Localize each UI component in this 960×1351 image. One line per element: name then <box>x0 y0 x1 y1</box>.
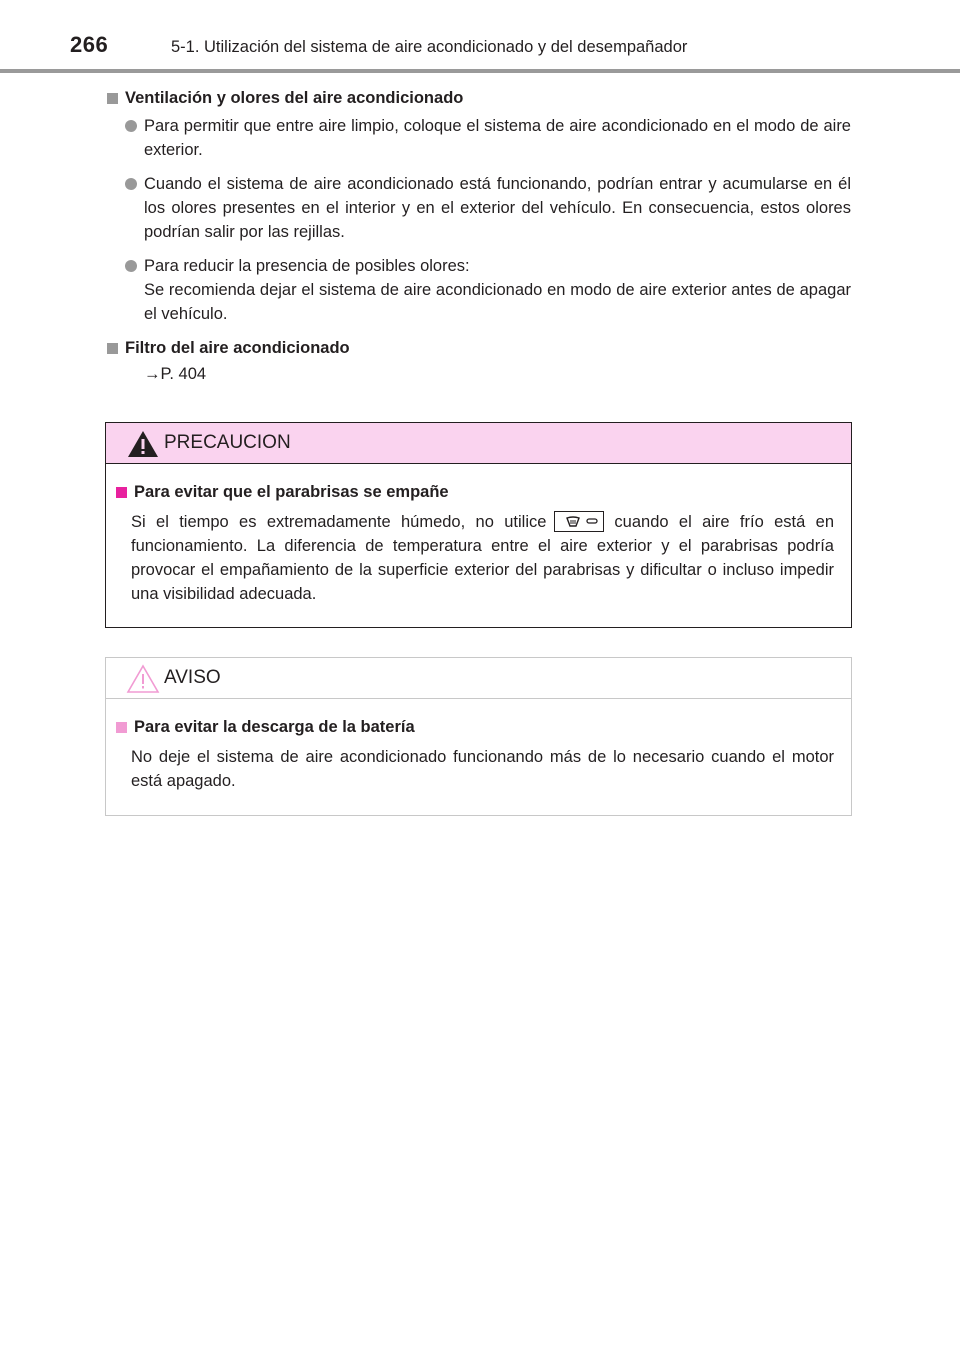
warning-triangle-filled-icon <box>126 429 160 459</box>
precaucion-header <box>106 423 851 464</box>
aviso-title: AVISO <box>164 667 221 688</box>
section-ventilation-title: Ventilación y olores del aire acondicionado <box>125 89 464 107</box>
list-item-text: Cuando el sistema de aire acondicionado está funcionando, podrían entrar y acumularse en él los olores presentes en el interior y en el exterior del vehículo. En consecuencia, estos olores podrían salir por las rejillas. <box>144 175 851 241</box>
section-filter-title: Filtro del aire acondicionado <box>125 339 350 357</box>
round-bullet-icon <box>125 178 137 190</box>
list-item <box>105 114 851 162</box>
aviso-body <box>106 699 851 793</box>
round-bullet-icon <box>125 260 137 272</box>
precaucion-text <box>114 510 834 606</box>
page-header <box>0 0 960 76</box>
square-bullet-icon <box>116 722 127 733</box>
precaucion-text-after: cuando el aire frío está en funcionamiento. La diferencia de temperatura entre el aire exterior y el parabrisas podría provocar el empañamiento de la superficie exterior del parabrisas y dificultar o incluso impedir una visibilidad adecuada. <box>131 513 834 603</box>
aviso-subheading <box>114 715 834 739</box>
precaucion-subtitle: Para evitar que el parabrisas se empañe <box>134 483 449 501</box>
precaucion-title: PRECAUCION <box>164 432 291 453</box>
precaucion-text-before: Si el tiempo es extremadamente húmedo, no utilice <box>131 513 547 531</box>
aviso-subtitle: Para evitar la descarga de la batería <box>134 718 415 736</box>
square-bullet-icon <box>107 93 118 104</box>
list-item-text: Se recomienda dejar el sistema de aire acondicionado en modo de aire exterior antes de apagar el vehículo. <box>144 281 851 323</box>
list-item-text: Para permitir que entre aire limpio, coloque el sistema de aire acondicionado en el modo de aire exterior. <box>144 117 851 159</box>
header-divider <box>0 69 960 73</box>
precaucion-body <box>106 464 851 606</box>
square-bullet-icon <box>116 487 127 498</box>
windshield-defogger-button-icon <box>554 511 604 532</box>
list-item-text: Para reducir la presencia de posibles olores: <box>144 257 470 275</box>
section-filter-heading <box>105 336 851 360</box>
square-bullet-icon <box>107 343 118 354</box>
main-content <box>105 86 851 386</box>
aviso-header <box>106 658 851 699</box>
list-item <box>105 172 851 244</box>
page-number: 266 <box>70 32 109 57</box>
aviso-box <box>105 657 852 816</box>
precaucion-subheading <box>114 480 834 504</box>
round-bullet-icon <box>125 120 137 132</box>
list-item <box>105 254 851 326</box>
aviso-text: No deje el sistema de aire acondicionado funcionando más de lo necesario cuando el motor está apagado. <box>131 748 834 790</box>
page-reference[interactable]: →P. 404 <box>144 365 207 383</box>
chapter-title: 5-1. Utilización del sistema de aire acondicionado y del desempañador <box>171 38 688 56</box>
warning-triangle-outline-icon <box>126 664 160 694</box>
precaucion-box <box>105 422 852 628</box>
section-ventilation-heading <box>105 86 851 110</box>
